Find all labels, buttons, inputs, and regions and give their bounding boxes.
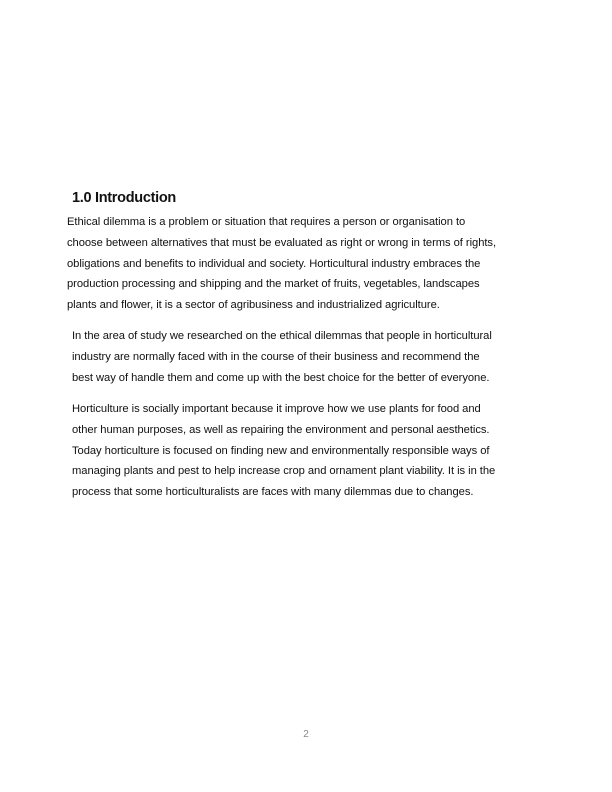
paragraph-definition [67, 212, 547, 316]
paragraph-study-area [72, 326, 542, 388]
text-line: plants and flower, it is a sector of agribusiness and industrialized agriculture. [67, 299, 440, 312]
text-line: choose between alternatives that must be evaluated as right or wrong in terms of rights, [67, 236, 497, 249]
page-number: 2 [303, 729, 309, 740]
text-line: production processing and shipping and the market of fruits, vegetables, landscapes [67, 278, 480, 291]
text-line: managing plants and pest to help increase crop and ornament plant viability. It is in the [72, 465, 496, 478]
paragraph-importance [72, 399, 542, 503]
text-line: best way of handle them and come up with the best choice for the better of everyone. [72, 371, 490, 384]
text-line: In the area of study we researched on the ethical dilemmas that people in horticultural [72, 330, 492, 342]
text-line: Ethical dilemma is a problem or situation that requires a person or organisation to [67, 216, 466, 228]
text-line: industry are normally faced with in the course of their business and recommend the [72, 350, 480, 363]
text-line: obligations and benefits to individual and society. Horticultural industry embraces the [67, 257, 481, 270]
text-line: Horticulture is socially important because it improve how we use plants for food and [72, 403, 481, 415]
section-heading: 1.0 Introduction [72, 190, 176, 206]
text-line: other human purposes, as well as repairing the environment and personal aesthetics. [72, 423, 490, 436]
text-line: Today horticulture is focused on finding new and environmentally responsible ways of [72, 444, 490, 457]
text-line: process that some horticulturalists are faces with many dilemmas due to changes. [72, 486, 474, 499]
